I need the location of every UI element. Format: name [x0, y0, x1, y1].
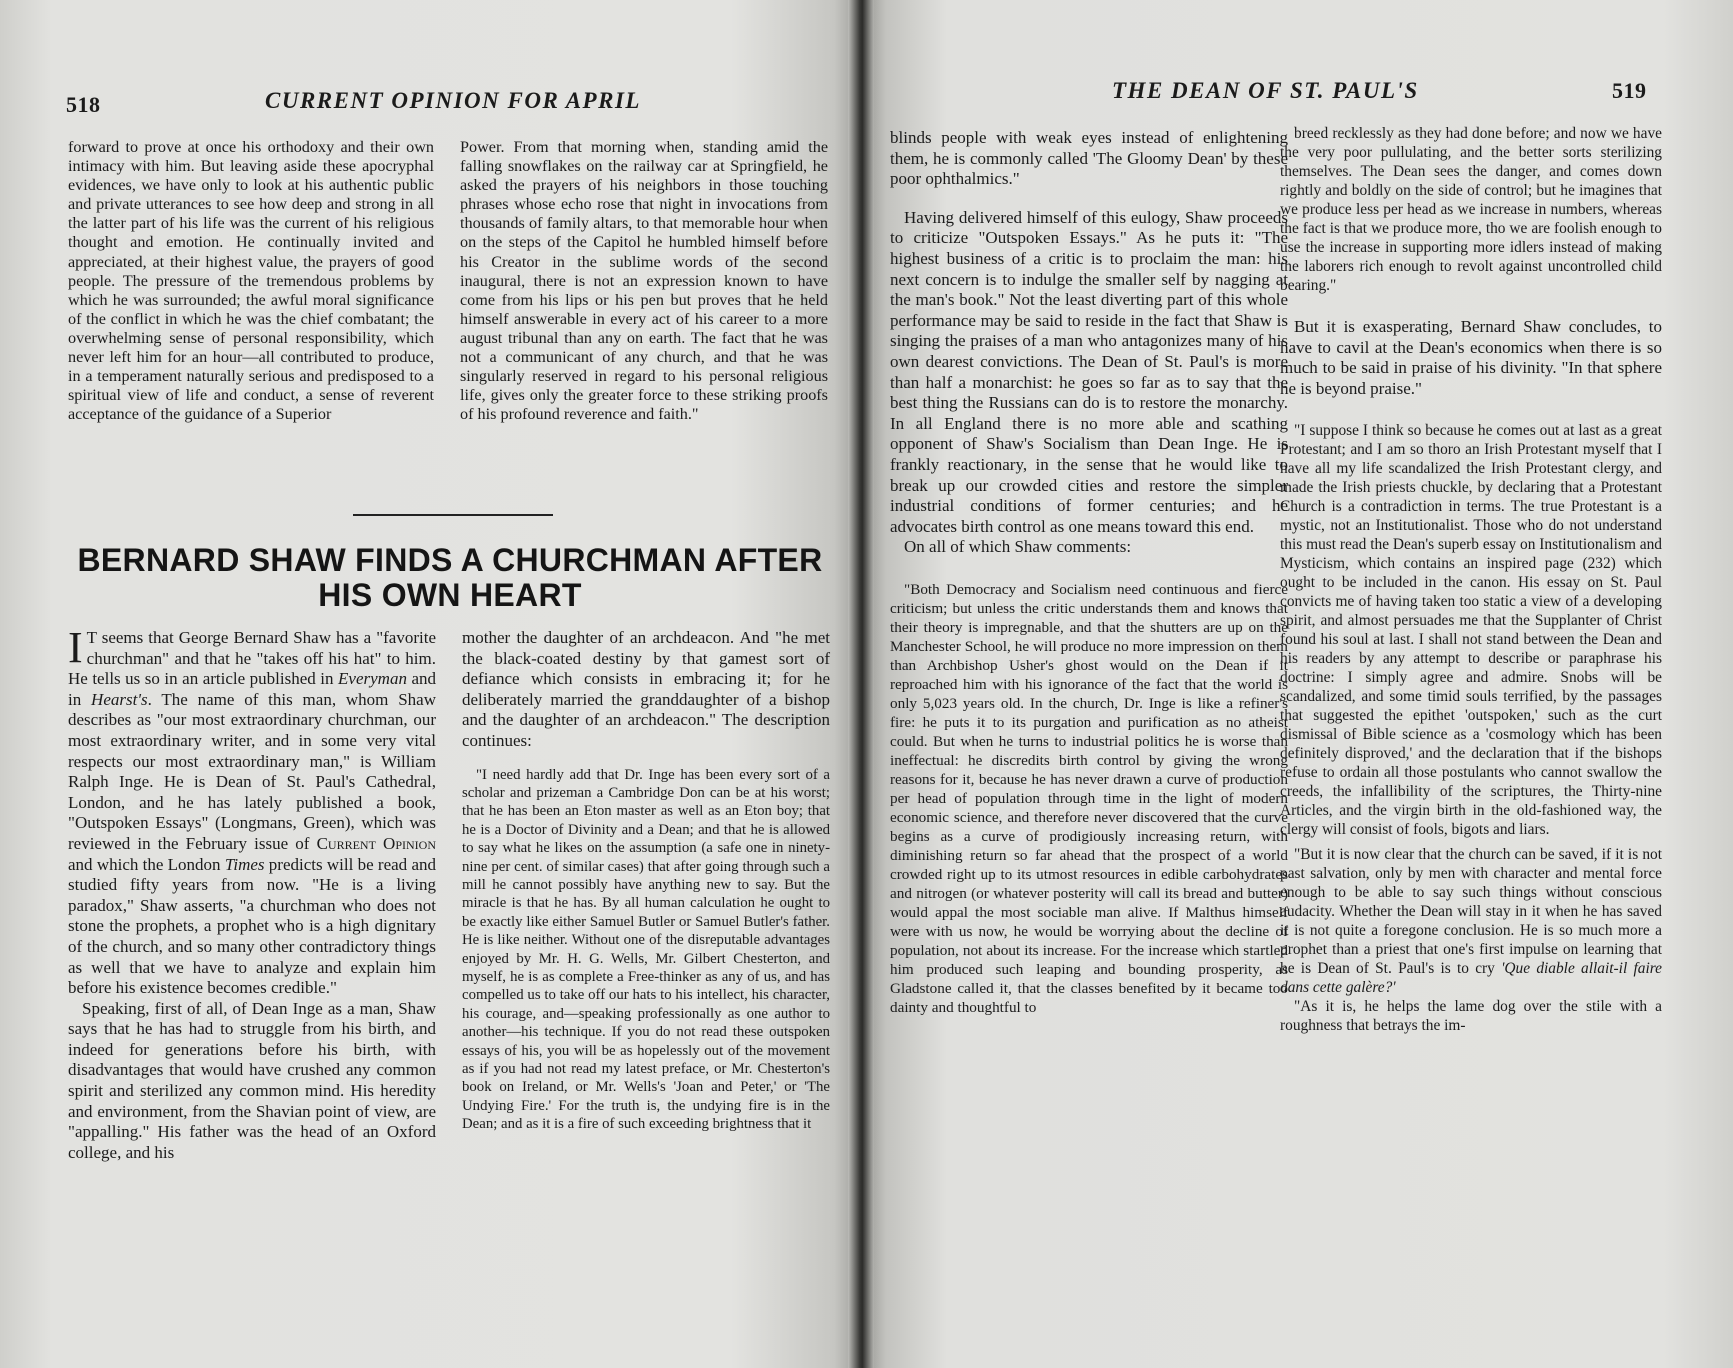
headline-line: HIS OWN HEART [318, 577, 582, 613]
headline-line: BERNARD SHAW FINDS A CHURCHMAN AFTER [77, 542, 823, 578]
article-headline [70, 543, 830, 613]
book-gutter [848, 0, 874, 1368]
running-head: THE DEAN OF ST. PAUL'S [1112, 78, 1419, 103]
publication-name: Everyman [338, 669, 407, 689]
paragraph: forward to prove at once his orthodoxy and their own intimacy with him. But leaving aside these apocryphal evidences, we have only to look at his authentic public and private utterances to see how deep and strong in all the latter part of his life was the current of his religious thought and emotion. He continually invited and appreciated, at their highest value, the prayers of good people. The pressure of the tremendous problems by which he was surrounded; the awful moral significance of the conflict in which he was the chief combatant; the overwhelming sense of personal responsibility, which never left him for an hour—all contributed to produce, in a temperament naturally serious and predisposed to a spiritual view of life and conduct, a sense of reverent acceptance of the guidance of a Superior [68, 138, 434, 424]
paragraph: blinds people with weak eyes instead of enlightening them, he is commonly called 'The Gloomy Dean' by these poor ophthalmics." [890, 128, 1288, 189]
paragraph [1280, 845, 1662, 997]
paragraph: But it is exasperating, Bernard Shaw concludes, to have to cavil at the Dean's economics when there is so much to be said in praise of his divinity. "In that sphere he is beyond praise." [1280, 317, 1662, 398]
article-column-1 [68, 623, 437, 1163]
right-page [860, 0, 1733, 1368]
article-column-3 [890, 128, 1288, 1017]
paragraph: Speaking, first of all, of Dean Inge as a man, Shaw says that he has had to struggle from his birth, and indeed for generations before his birth, with disadvantages that would have crushed any common spirit and sterilized any common mind. His heredity and environment, from the Shavian point of view, are "appalling." His father was the head of an Oxford college, and his [68, 998, 436, 1162]
text-run: predicts will be read and studied fifty years from now. "He is a living paradox," Shaw asserts, "a churchman who does not stone the prophets, a prophet who is a high dignitary of the church, and so many other contradictory things as well that we have to analyze and explain him before his existence becomes credible." [68, 854, 436, 998]
left-page [0, 0, 860, 1368]
paragraph [68, 623, 437, 999]
article-column-4 [1280, 124, 1662, 1035]
block-quote [890, 580, 1288, 1017]
article-column-2 [462, 628, 830, 1134]
text-block [1280, 317, 1662, 399]
paragraph: breed recklessly as they had done before; and now we have the very poor pullulating, and the better sorts sterilizing themselves. The Dean sees the danger, and comes down rightly and boldly on the side of control; but he imagines that we produce less per head as we increase in numbers, whereas the fact is that we produce more, tho we are foolish enough to use the increase in supporting more idlers instead of making the laborers rich enough to revolt against uncontrolled child bearing." [1280, 125, 1662, 294]
continuation-column-2 [460, 138, 828, 424]
paragraph: Power. From that morning when, standing amid the falling snowflakes on the railway car at Springfield, he asked the prayers of his neighbors in those touching phrases whose echo rose that night in invocations from thousands of family altars, to that memorable hour when on the steps of the Capitol he humbled himself before his Creator in the sublime words of the second inaugural, there is not an expression known to have come from his lips or his pen but proves that he held himself answerable in every act of his career to a more august tribunal than any on earth. The fact that he was not a communicant of any church, and that he was singularly reserved in regard to his personal religious life, gives only the greater force to these striking proofs of his profound reverence and faith." [460, 138, 828, 424]
paragraph: "I need hardly add that Dr. Inge has been every sort of a scholar and prizeman a Cambridge Don can be at his worst; that he has been an Eton master as well as an Eton boy; that he is a Doctor of Divinity and a Dean; and that he is allowed to say what he likes on the assumption (a safe one in ninety-nine per cent. of similar cases) that after going through such a mill he cannot possibly have anything new to say. But the miracle is that he has. By all human calculation he ought to be exactly like either Samuel Butler or Samuel Butler's father. He is like neither. Without one of the disreputable advantages enjoyed by Mr. H. G. Wells, Mr. Gilbert Chesterton, and myself, he is as complete a Free-thinker as any of us, and has compelled us to take off our hats to his intellect, his character, his courage, and—speaking professionally as one author to another—his technique. If you do not read these outspoken essays of his, you will be as hopelessly out of the movement as if you had not read my latest preface, or Mr. Chesterton's book on Ireland, or Mr. Wells's 'Joan and Peter,' or 'The Undying Fire.' For the truth is, the undying fire is in the Dean; and as it is a fire of such exceeding brightness that it [462, 766, 830, 1133]
paragraph: "I suppose I think so because he comes out at last as a great Protestant; and I am so thoro an Irish Protestant myself that I have all my life scandalized the Irish Protestant clergy, and made the Irish priests chuckle, by declaring that a Protestant Church is a contradiction in terms. The true Protestant is a mystic, not an Institutionalist. Those who do not understand this must read the Dean's superb essay on Institutionalism and Mysticism, which contains an inspired page (232) which ought to be included in the canon. His essay on St. Paul convicts me of having taken too static a view of a developing spirit, and almost persuades me that the Supplanter of Christ found his soul at last. I shall not stand between the Dean and his readers by any attempt to describe or paraphrase his doctrine: I simply agree and admire. Snobs will be scandalized, and some timid souls terrified, by the passages that suggested the epithet 'outspoken,' such as the curt dismissal of Bible science as a 'cosmology which has been definitely disproved,' and the declaration that if the bishops refuse to ordain all those postulants who cannot swallow the creeds, the infallibility of the scriptures, the Thirty-nine Articles, and the virgin birth in the old-fashioned way, the clergy will consist of fools, bigots and liars. [1280, 422, 1662, 839]
block-quote [1280, 421, 1662, 1035]
running-head: CURRENT OPINION FOR APRIL [265, 88, 641, 113]
section-divider [353, 514, 553, 516]
paragraph: "As it is, he helps the lame dog over the stile with a roughness that betrays the im- [1280, 998, 1662, 1035]
publication-name: Hearst's [91, 689, 148, 709]
text-block [890, 128, 1288, 558]
publication-name: Times [224, 854, 265, 874]
block-quote [462, 766, 830, 1134]
text-run: "But it is now clear that the church can be saved, if it is not past salvation, only by men with character and mental force enough to be able to say such things without conscious audacity. Whether the Dean will stay in it when he has saved it is not quite a foregone conclusion. He is so much more a prophet than a priest that one's first impulse on learning that he is Dean of St. Paul's is to cry [1280, 846, 1662, 978]
paragraph: On all of which Shaw comments: [904, 537, 1132, 557]
page-number: 519 [1612, 78, 1647, 103]
publication-name: Current Opinion [316, 833, 437, 853]
foreign-quote: 'Que diable allait-il faire dans cette galère?' [1280, 960, 1662, 997]
text-run: and in [68, 669, 437, 709]
text-run: . The name of this man, whom Shaw describes as "our most extraordinary churchman, our most extraordinary writer, and in some very vital respects our most extraordinary man," is William Ralph Inge. He is Dean of St. Paul's Cathedral, London, and he has lately published a book, "Outspoken Essays" (Longmans, Green), which was reviewed in the February issue of [68, 689, 436, 853]
drop-cap: I [68, 623, 83, 672]
page-number: 518 [66, 92, 101, 117]
block-quote [1280, 124, 1662, 295]
text-run: and which the London [68, 854, 225, 874]
paragraph: Having delivered himself of this eulogy, Shaw proceeds to criticize "Outspoken Essays." As he puts it: "The highest business of a critic is to proclaim the man: his next concern is to indulge the smaller self by nagging at the man's book." Not the least diverting part of this whole performance may be said to reside in the fact that Shaw is singing the praises of a man who antagonizes many of his own dearest convictions. The Dean of St. Paul's is more than half a monarchist: he goes so far as to say that the best thing the Russians can do is to restore the monarchy. In all England there is no more able and scathing opponent of Shaw's Socialism than Dean Inge. He is frankly reactionary, in the sense that he would like to break up our crowded cities and restore the simpler industrial conditions of former centuries; and he advocates birth control as one means toward this end. [890, 207, 1288, 536]
continuation-column-1 [68, 138, 434, 424]
text-run: T seems that George Bernard Shaw has a "favorite churchman" and that he "takes off his hat" to him. He tells us so in an article published in [68, 628, 436, 689]
paragraph: mother the daughter of an archdeacon. And "he met the black-coated destiny by that gamest sort of defiance which consists in embracing it; for he deliberately married the granddaughter of a bishop and the daughter of an archdeacon." The description continues: [462, 628, 830, 750]
paragraph: "Both Democracy and Socialism need continuous and fierce criticism; but unless the critic understands them and knows that their theory is impregnable, and that the shutters are up on the Manchester School, he will produce no more impression on them than Archbishop Usher's ghost would on the Dean if it reproached him with his ignorance of the fact that the world is only 5,023 years old. In the church, Dr. Inge is like a refiner's fire: he puts it to its purgation and purification as no atheist could. But when he turns to industrial politics he is worse than ineffectual: he discredits birth control by giving the wrong reasons for it, because he has never drawn a curve of production per head of population through time in the light of modern economic science, and therefore never discovered that the curve begins as a curve of prodigiously increasing return, with diminishing return so far ahead that the prospect of a world crowded right up to its utmost resources in edible carbohydrates and nitrogen (or whatever posterity will call its bread and butter) would appal the most sociable man alive. If Malthus himself were with us now, he would be worrying about the decline of population, not about its increase. For the increase which startled him produced such leaping and bounding prosperity, as Gladstone called it, that the classes benefited by it became too dainty and thoughtful to [890, 580, 1288, 1016]
